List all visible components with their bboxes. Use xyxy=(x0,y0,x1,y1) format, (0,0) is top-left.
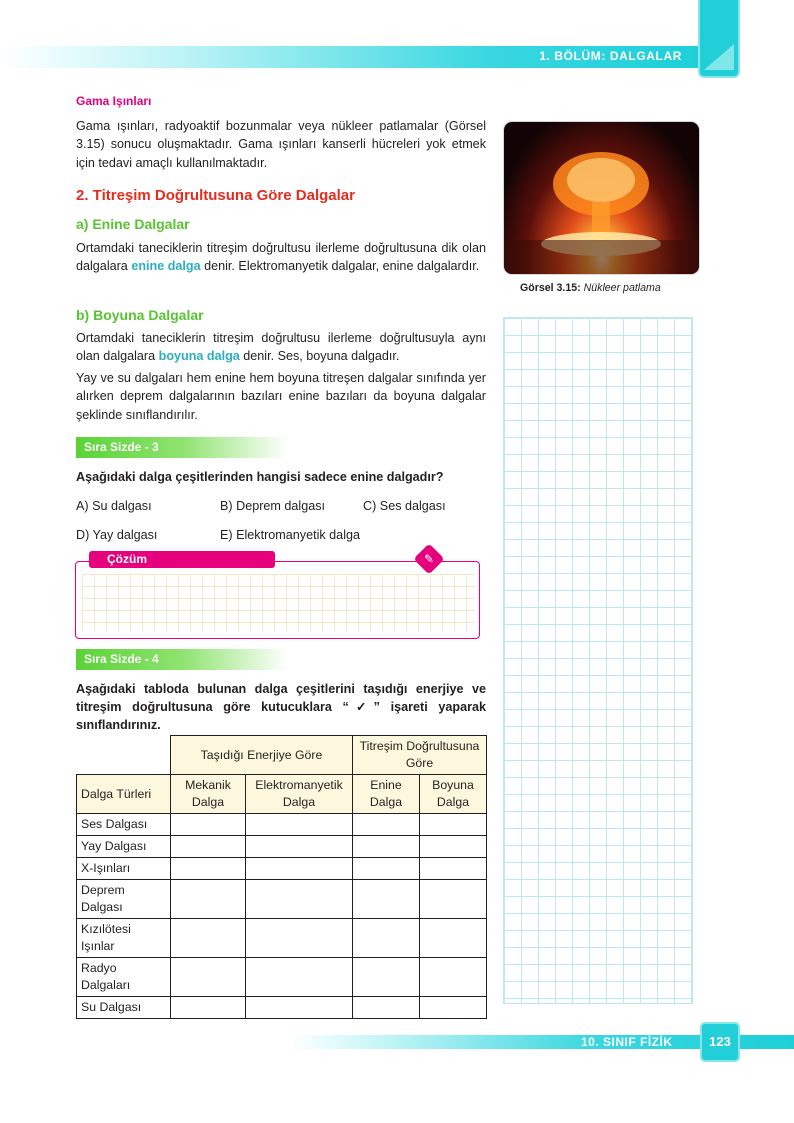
check-cell[interactable] xyxy=(246,880,353,919)
corner-tab xyxy=(698,0,740,78)
option-d: D) Yay dalgası xyxy=(76,528,158,542)
check-cell[interactable] xyxy=(353,836,420,858)
check-cell[interactable] xyxy=(420,814,487,836)
longitudinal-keyword: boyuna dalga xyxy=(158,349,240,364)
check-cell[interactable] xyxy=(171,880,246,919)
transverse-title: a) Enine Dalgalar xyxy=(76,216,190,232)
chapter-title: 1. BÖLÜM: DALGALAR xyxy=(539,49,682,63)
gamma-heading: Gama Işınları xyxy=(76,94,152,108)
transverse-text-a: Ortamdaki taneciklerin titreşim doğrultusu ilerleme doğrultusuna dik olan dalgalara xyxy=(76,241,486,274)
caption-label: Görsel 3.15: xyxy=(520,282,581,294)
col-mechanical: Mekanik Dalga xyxy=(171,775,246,814)
exercise3-question: Aşağıdaki dalga çeşitlerinden hangisi sadece enine dalgadır? xyxy=(76,470,444,484)
exercise4-label: Sıra Sizde - 4 xyxy=(76,649,288,670)
notes-grid xyxy=(503,317,693,1004)
solution-label: Çözüm xyxy=(89,551,275,568)
table-row xyxy=(77,958,487,997)
longitudinal-text2: Yay ve su dalgaları hem enine hem boyuna titreşen dalgalar sınıfında yer alırken deprem dalgalarının bazıları enine bazıları da boyuna dalgalar şeklinde sınıflandırılır. xyxy=(76,371,486,422)
check-cell[interactable] xyxy=(353,919,420,958)
check-cell[interactable] xyxy=(171,919,246,958)
check-cell[interactable] xyxy=(353,997,420,1019)
explosion-graphic xyxy=(504,122,699,274)
check-cell[interactable] xyxy=(171,814,246,836)
book-title: 10. SINIF FİZİK xyxy=(581,1035,673,1049)
table-row xyxy=(77,814,487,836)
check-cell[interactable] xyxy=(246,919,353,958)
group-energy: Taşıdığı Enerjiye Göre xyxy=(171,736,353,775)
check-cell[interactable] xyxy=(171,858,246,880)
check-cell[interactable] xyxy=(420,997,487,1019)
check-cell[interactable] xyxy=(171,958,246,997)
exercise3-label: Sıra Sizde - 3 xyxy=(76,437,288,458)
check-cell[interactable] xyxy=(171,997,246,1019)
table-row xyxy=(77,858,487,880)
col-longitudinal: Boyuna Dalga xyxy=(420,775,487,814)
table-row xyxy=(77,919,487,958)
table-row xyxy=(77,836,487,858)
check-cell[interactable] xyxy=(246,814,353,836)
check-cell[interactable] xyxy=(353,858,420,880)
option-e: E) Elektromanyetik dalga xyxy=(220,528,360,542)
check-cell[interactable] xyxy=(420,858,487,880)
check-cell[interactable] xyxy=(420,880,487,919)
option-c: C) Ses dalgası xyxy=(363,499,446,513)
longitudinal-text xyxy=(76,329,486,366)
check-cell[interactable] xyxy=(246,836,353,858)
corner-fold xyxy=(704,44,734,70)
solution-grid[interactable] xyxy=(82,574,475,632)
check-cell[interactable] xyxy=(246,858,353,880)
option-b: B) Deprem dalgası xyxy=(220,499,325,513)
nuclear-explosion-image xyxy=(503,121,700,275)
check-cell[interactable] xyxy=(171,836,246,858)
check-cell[interactable] xyxy=(353,814,420,836)
check-cell[interactable] xyxy=(420,836,487,858)
longitudinal-title: b) Boyuna Dalgalar xyxy=(76,307,204,323)
row-label: Deprem Dalgası xyxy=(77,880,171,919)
row-label: Radyo Dalgaları xyxy=(77,958,171,997)
check-cell[interactable] xyxy=(353,958,420,997)
group-vibration: Titreşim Doğrultusuna Göre xyxy=(353,736,487,775)
table-row xyxy=(77,880,487,919)
table-row xyxy=(77,997,487,1019)
pencil-icon xyxy=(413,543,444,574)
page-number: 123 xyxy=(700,1022,740,1062)
transverse-keyword: enine dalga xyxy=(131,259,201,274)
caption-text: Nükleer patlama xyxy=(580,282,661,294)
check-cell[interactable] xyxy=(246,997,353,1019)
pencil-glyph: ✎ xyxy=(423,552,435,566)
row-label: Kızılötesi Işınlar xyxy=(77,919,171,958)
check-cell[interactable] xyxy=(420,958,487,997)
section-title: 2. Titreşim Doğrultusuna Göre Dalgalar xyxy=(76,187,355,204)
transverse-text xyxy=(76,239,486,276)
longitudinal-text-b: denir. Ses, boyuna dalgadır. xyxy=(239,349,400,364)
classification-table xyxy=(76,735,487,1019)
transverse-text-b: denir. Elektromanyetik dalgalar, enine dalgalardır. xyxy=(200,259,480,274)
row-label: Su Dalgası xyxy=(77,997,171,1019)
check-cell[interactable] xyxy=(420,919,487,958)
figure-caption xyxy=(520,282,661,294)
gamma-text: Gama ışınları, radyoaktif bozunmalar veya nükleer patlamalar (Görsel 3.15) sonucu oluşmaktadır. Gama ışınları kanserli hücreleri yok etmek için tedavi amaçlı kullanılmaktadır. xyxy=(76,119,486,170)
table-corner xyxy=(77,736,171,775)
row-label: Ses Dalgası xyxy=(77,814,171,836)
longitudinal-text-a: Ortamdaki taneciklerin titreşim doğrultusu ilerleme doğrultusuyla aynı olan dalgalara xyxy=(76,331,486,364)
row-label: Yay Dalgası xyxy=(77,836,171,858)
check-cell[interactable] xyxy=(353,880,420,919)
col-transverse: Enine Dalga xyxy=(353,775,420,814)
check-cell[interactable] xyxy=(246,958,353,997)
row-header: Dalga Türleri xyxy=(77,775,171,814)
col-electromagnetic: Elektromanyetik Dalga xyxy=(246,775,353,814)
option-a: A) Su dalgası xyxy=(76,499,152,513)
exercise4-question: Aşağıdaki tabloda bulunan dalga çeşitlerini taşıdığı enerjiye ve titreşim doğrultusuna göre kutucuklara “✓” işareti yaparak sınıflandırınız. xyxy=(76,682,486,732)
row-label: X-Işınları xyxy=(77,858,171,880)
